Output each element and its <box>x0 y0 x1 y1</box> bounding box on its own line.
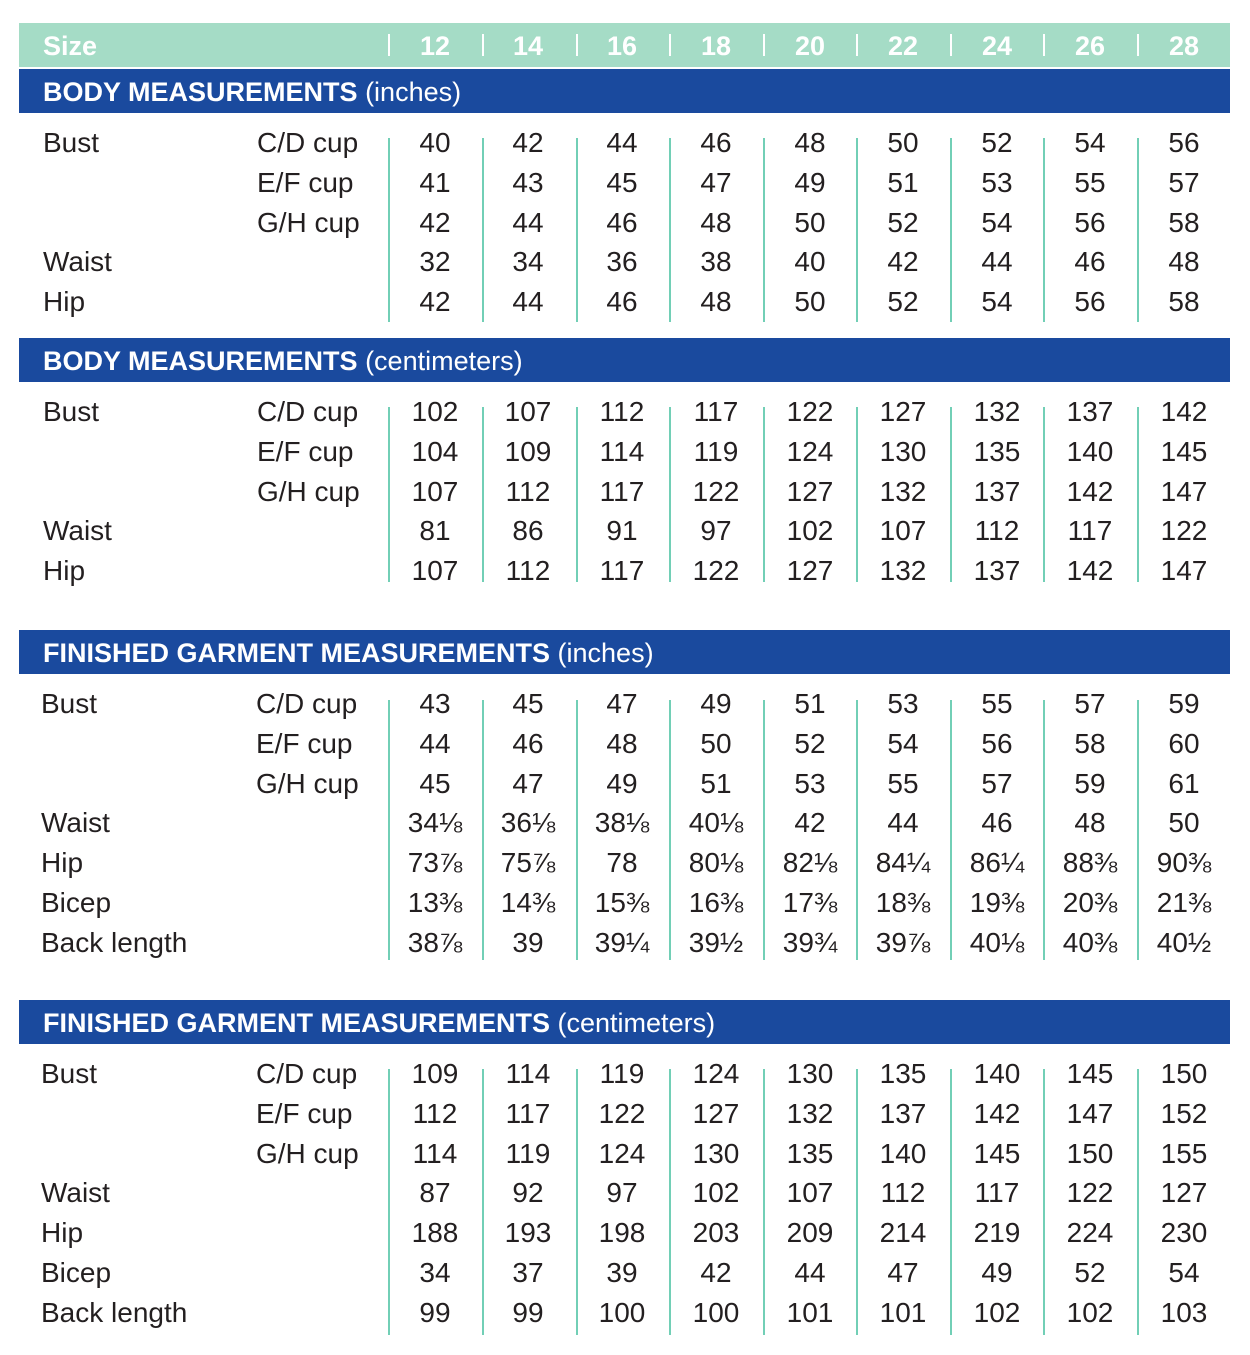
measurement-cell: 45 <box>512 688 544 719</box>
row-label: Bust <box>43 396 100 427</box>
measurement-cell: 132 <box>973 396 1021 427</box>
measurement-cell: 112 <box>505 555 551 586</box>
measurement-cell: 21⅜ <box>1156 887 1212 918</box>
measurement-cell: 100 <box>598 1297 646 1328</box>
measurement-cell: 122 <box>598 1098 646 1129</box>
measurement-cell: 119 <box>505 1138 551 1169</box>
measurement-cell: 46 <box>981 807 1013 838</box>
measurement-cell: 101 <box>879 1297 927 1328</box>
measurement-cell: 13⅜ <box>407 887 463 918</box>
measurement-cell: 147 <box>1066 1098 1114 1129</box>
header-divider <box>669 34 671 56</box>
measurement-cell: 203 <box>692 1217 740 1248</box>
measurement-cell: 58 <box>1074 728 1106 759</box>
measurement-cell: 87 <box>419 1177 451 1208</box>
measurement-cell: 147 <box>1160 476 1208 507</box>
measurement-cell: 42 <box>419 207 451 238</box>
measurement-cell: 82⅛ <box>782 847 838 878</box>
measurement-cell: 124 <box>598 1138 646 1169</box>
measurement-cell: 127 <box>879 396 927 427</box>
measurement-cell: 86¼ <box>969 847 1025 878</box>
measurement-cell: 127 <box>786 555 834 586</box>
row-sublabel: E/F cup <box>257 436 354 467</box>
measurement-cell: 145 <box>1066 1058 1114 1089</box>
row-sublabel: G/H cup <box>256 1138 359 1169</box>
header-divider <box>388 34 390 56</box>
size-column-header: 26 <box>1074 31 1106 61</box>
measurement-cell: 40⅜ <box>1062 927 1118 958</box>
measurement-cell: 150 <box>1066 1138 1114 1169</box>
measurement-cell: 230 <box>1160 1217 1208 1248</box>
measurement-cell: 132 <box>879 476 927 507</box>
measurement-cell: 142 <box>1160 396 1208 427</box>
measurement-cell: 214 <box>879 1217 927 1248</box>
measurement-cell: 117 <box>599 476 645 507</box>
measurement-cell: 46 <box>1074 246 1106 277</box>
measurement-cell: 54 <box>981 286 1013 317</box>
measurement-cell: 124 <box>692 1058 740 1089</box>
measurement-cell: 102 <box>786 515 834 546</box>
measurement-cell: 58 <box>1168 207 1200 238</box>
measurement-cell: 119 <box>599 1058 645 1089</box>
measurement-cell: 117 <box>693 396 739 427</box>
measurement-cell: 122 <box>786 396 834 427</box>
measurement-cell: 107 <box>411 555 459 586</box>
row-label: Back length <box>41 1297 188 1328</box>
row-label: Hip <box>41 1217 84 1248</box>
measurement-cell: 34 <box>419 1257 451 1288</box>
measurement-cell: 39½ <box>688 927 744 958</box>
measurement-cell: 112 <box>505 476 551 507</box>
measurement-cell: 117 <box>505 1098 551 1129</box>
header-divider <box>482 34 484 56</box>
row-label: Bicep <box>41 1257 112 1288</box>
row-label: Hip <box>41 847 84 878</box>
row-sublabel: E/F cup <box>256 1098 353 1129</box>
measurement-cell: 130 <box>879 436 927 467</box>
measurement-cell: 107 <box>879 515 927 546</box>
measurement-cell: 51 <box>700 768 732 799</box>
measurement-cell: 48 <box>700 286 732 317</box>
measurement-cell: 142 <box>1066 476 1114 507</box>
row-sublabel: G/H cup <box>257 476 360 507</box>
section-header-text <box>43 338 523 384</box>
measurement-cell: 54 <box>1074 127 1106 158</box>
measurement-cell: 140 <box>1066 436 1114 467</box>
measurement-cell: 57 <box>981 768 1013 799</box>
measurement-cell: 209 <box>786 1217 834 1248</box>
measurement-cell: 55 <box>1074 167 1106 198</box>
measurement-cell: 51 <box>887 167 919 198</box>
measurement-cell: 224 <box>1066 1217 1114 1248</box>
measurement-cell: 127 <box>786 476 834 507</box>
measurement-cell: 42 <box>887 246 919 277</box>
measurement-cell: 122 <box>1066 1177 1114 1208</box>
measurement-cell: 135 <box>879 1058 927 1089</box>
measurement-cell: 50 <box>700 728 732 759</box>
measurement-cell: 52 <box>1074 1257 1106 1288</box>
measurement-cell: 130 <box>786 1058 834 1089</box>
measurement-cell: 119 <box>693 436 739 467</box>
measurement-cell: 97 <box>700 515 732 546</box>
measurement-cell: 49 <box>794 167 826 198</box>
measurement-cell: 38⅛ <box>594 807 650 838</box>
header-divider <box>576 34 578 56</box>
section-header <box>19 1000 1230 1044</box>
measurement-cell: 104 <box>411 436 459 467</box>
measurement-cell: 53 <box>887 688 919 719</box>
measurement-cell: 122 <box>1160 515 1208 546</box>
measurement-cell: 60 <box>1168 728 1200 759</box>
measurement-cell: 114 <box>412 1138 458 1169</box>
measurement-cell: 150 <box>1160 1058 1208 1089</box>
measurement-cell: 48 <box>794 127 826 158</box>
measurement-cell: 48 <box>700 207 732 238</box>
measurement-cell: 107 <box>786 1177 834 1208</box>
measurement-cell: 46 <box>606 286 638 317</box>
row-label: Waist <box>41 1177 110 1208</box>
measurement-cell: 137 <box>879 1098 927 1129</box>
measurement-cell: 53 <box>794 768 826 799</box>
measurement-cell: 39¾ <box>782 927 838 958</box>
measurement-cell: 52 <box>794 728 826 759</box>
measurement-cell: 57 <box>1074 688 1106 719</box>
measurement-cell: 117 <box>974 1177 1020 1208</box>
measurement-cell: 44 <box>512 286 544 317</box>
measurement-cell: 137 <box>973 476 1021 507</box>
measurement-cell: 44 <box>794 1257 826 1288</box>
measurement-cell: 50 <box>1168 807 1200 838</box>
row-sublabel: C/D cup <box>256 688 358 719</box>
measurement-cell: 48 <box>1074 807 1106 838</box>
measurement-cell: 49 <box>606 768 638 799</box>
measurement-cell: 47 <box>512 768 544 799</box>
header-divider <box>1137 34 1139 56</box>
measurement-cell: 100 <box>692 1297 740 1328</box>
measurement-cell: 18⅜ <box>875 887 931 918</box>
measurement-cell: 56 <box>1168 127 1200 158</box>
row-label: Bicep <box>41 887 112 918</box>
section-unit: (centimeters) <box>365 346 523 376</box>
measurement-cell: 50 <box>794 207 826 238</box>
measurement-cell: 58 <box>1168 286 1200 317</box>
measurement-cell: 88⅜ <box>1062 847 1118 878</box>
size-column-header: 28 <box>1168 31 1200 61</box>
measurement-cell: 140 <box>973 1058 1021 1089</box>
measurement-cell: 102 <box>973 1297 1021 1328</box>
header-divider <box>950 34 952 56</box>
measurement-cell: 36 <box>606 246 638 277</box>
size-column-header: 22 <box>887 31 919 61</box>
header-divider <box>763 34 765 56</box>
measurement-cell: 55 <box>887 768 919 799</box>
measurement-cell: 75⅞ <box>500 847 556 878</box>
measurement-cell: 114 <box>599 436 645 467</box>
measurement-cell: 97 <box>606 1177 638 1208</box>
size-column-header: 16 <box>606 31 638 61</box>
measurement-cell: 43 <box>512 167 544 198</box>
measurement-cell: 57 <box>1168 167 1200 198</box>
measurement-cell: 112 <box>974 515 1020 546</box>
measurement-cell: 122 <box>692 555 740 586</box>
measurement-cell: 81 <box>419 515 451 546</box>
measurement-cell: 59 <box>1074 768 1106 799</box>
section-unit: (inches) <box>557 638 654 668</box>
measurement-cell: 46 <box>700 127 732 158</box>
measurement-cell: 47 <box>606 688 638 719</box>
header-divider <box>856 34 858 56</box>
measurement-cell: 135 <box>786 1138 834 1169</box>
row-label: Waist <box>43 515 112 546</box>
row-label: Waist <box>41 807 110 838</box>
measurement-cell: 78 <box>606 847 638 878</box>
measurement-cell: 49 <box>700 688 732 719</box>
measurement-cell: 102 <box>692 1177 740 1208</box>
size-header <box>19 23 1230 67</box>
row-label: Bust <box>41 1058 98 1089</box>
measurement-cell: 99 <box>419 1297 451 1328</box>
row-sublabel: G/H cup <box>256 768 359 799</box>
measurement-cell: 117 <box>599 555 645 586</box>
measurement-cell: 109 <box>504 436 552 467</box>
size-column-header: 14 <box>512 31 544 61</box>
measurement-cell: 40½ <box>1156 927 1212 958</box>
measurement-cell: 40 <box>794 246 826 277</box>
measurement-cell: 122 <box>692 476 740 507</box>
measurement-cell: 47 <box>887 1257 919 1288</box>
measurement-cell: 102 <box>1066 1297 1114 1328</box>
measurement-cell: 44 <box>981 246 1013 277</box>
measurement-cell: 45 <box>419 768 451 799</box>
measurement-cell: 112 <box>599 396 645 427</box>
measurement-cell: 16⅜ <box>688 887 744 918</box>
measurement-cell: 80⅛ <box>688 847 744 878</box>
measurement-cell: 19⅜ <box>969 887 1025 918</box>
measurement-cell: 92 <box>512 1177 544 1208</box>
measurement-cell: 107 <box>411 476 459 507</box>
row-label: Bust <box>43 127 100 158</box>
measurement-cell: 48 <box>606 728 638 759</box>
section-title: BODY MEASUREMENTS <box>43 77 358 107</box>
measurement-cell: 37 <box>512 1257 544 1288</box>
measurement-cell: 41 <box>419 167 451 198</box>
measurement-cell: 109 <box>411 1058 459 1089</box>
measurement-cell: 45 <box>606 167 638 198</box>
measurement-cell: 44 <box>606 127 638 158</box>
section-header-text <box>43 69 461 115</box>
row-sublabel: G/H cup <box>257 207 360 238</box>
measurement-cell: 112 <box>412 1098 458 1129</box>
measurement-cell: 99 <box>512 1297 544 1328</box>
measurement-cell: 44 <box>887 807 919 838</box>
measurement-cell: 42 <box>794 807 826 838</box>
measurement-cell: 42 <box>512 127 544 158</box>
measurement-cell: 38⅞ <box>407 927 463 958</box>
measurement-cell: 14⅜ <box>500 887 556 918</box>
row-sublabel: E/F cup <box>257 167 354 198</box>
measurement-cell: 132 <box>879 555 927 586</box>
measurement-cell: 44 <box>512 207 544 238</box>
measurement-cell: 86 <box>512 515 544 546</box>
measurement-cell: 107 <box>504 396 552 427</box>
measurement-cell: 219 <box>973 1217 1021 1248</box>
header-divider <box>1043 34 1045 56</box>
section-title: FINISHED GARMENT MEASUREMENTS <box>43 1008 551 1038</box>
measurement-cell: 52 <box>981 127 1013 158</box>
measurement-cell: 135 <box>973 436 1021 467</box>
measurement-cell: 17⅜ <box>782 887 838 918</box>
measurement-cell: 127 <box>692 1098 740 1129</box>
measurement-cell: 140 <box>879 1138 927 1169</box>
measurement-cell: 50 <box>794 286 826 317</box>
size-column-header: 20 <box>794 31 826 61</box>
measurement-cell: 53 <box>981 167 1013 198</box>
measurement-cell: 56 <box>981 728 1013 759</box>
measurement-cell: 198 <box>598 1217 646 1248</box>
measurement-cell: 101 <box>786 1297 834 1328</box>
measurement-cell: 39 <box>606 1257 638 1288</box>
measurement-cell: 49 <box>981 1257 1013 1288</box>
measurement-cell: 137 <box>1066 396 1114 427</box>
measurement-cell: 147 <box>1160 555 1208 586</box>
measurement-cell: 155 <box>1160 1138 1208 1169</box>
row-label: Bust <box>41 688 98 719</box>
size-column-header: 12 <box>419 31 451 61</box>
measurement-cell: 102 <box>411 396 459 427</box>
row-sublabel: C/D cup <box>257 396 359 427</box>
measurement-cell: 61 <box>1168 768 1200 799</box>
measurement-cell: 46 <box>512 728 544 759</box>
row-label: Back length <box>41 927 188 958</box>
measurement-cell: 145 <box>973 1138 1021 1169</box>
measurement-cell: 54 <box>887 728 919 759</box>
row-label: Waist <box>43 246 112 277</box>
measurement-cell: 130 <box>692 1138 740 1169</box>
measurement-cell: 145 <box>1160 436 1208 467</box>
measurement-cell: 52 <box>887 286 919 317</box>
measurement-cell: 42 <box>700 1257 732 1288</box>
size-column-header: 18 <box>700 31 732 61</box>
measurement-cell: 52 <box>887 207 919 238</box>
measurement-cell: 39 <box>512 927 544 958</box>
measurement-cell: 137 <box>973 555 1021 586</box>
section-unit: (centimeters) <box>557 1008 716 1038</box>
measurement-cell: 44 <box>419 728 451 759</box>
size-column-header: 24 <box>981 31 1013 61</box>
measurement-cell: 90⅜ <box>1156 847 1212 878</box>
measurement-cell: 193 <box>504 1217 552 1248</box>
measurement-cell: 56 <box>1074 286 1106 317</box>
row-label: Hip <box>43 555 86 586</box>
measurement-cell: 50 <box>887 127 919 158</box>
measurement-cell: 132 <box>786 1098 834 1129</box>
measurement-cell: 84¼ <box>875 847 931 878</box>
measurement-cell: 91 <box>606 515 638 546</box>
measurement-cell: 34⅛ <box>407 807 463 838</box>
measurement-cell: 46 <box>606 207 638 238</box>
section-unit: (inches) <box>365 77 462 107</box>
measurement-cell: 152 <box>1160 1098 1208 1129</box>
measurement-cell: 117 <box>1067 515 1113 546</box>
measurement-cell: 15⅜ <box>594 887 650 918</box>
section-header <box>19 338 1230 382</box>
row-sublabel: C/D cup <box>257 127 359 158</box>
section-header-text <box>43 630 654 676</box>
measurement-cell: 43 <box>419 688 451 719</box>
section-title: FINISHED GARMENT MEASUREMENTS <box>43 638 551 668</box>
size-label: Size <box>43 31 98 61</box>
measurement-cell: 103 <box>1160 1297 1208 1328</box>
measurement-cell: 39⅞ <box>875 927 931 958</box>
measurement-cell: 20⅜ <box>1062 887 1118 918</box>
row-sublabel: C/D cup <box>256 1058 358 1089</box>
measurement-cell: 40⅛ <box>969 927 1025 958</box>
measurement-cell: 32 <box>419 246 451 277</box>
section-title: BODY MEASUREMENTS <box>43 346 358 376</box>
measurement-cell: 40⅛ <box>688 807 744 838</box>
section-header <box>19 630 1230 674</box>
measurement-cell: 124 <box>786 436 834 467</box>
measurement-cell: 114 <box>505 1058 551 1089</box>
row-sublabel: E/F cup <box>256 728 353 759</box>
measurement-cell: 51 <box>794 688 826 719</box>
measurement-cell: 56 <box>1074 207 1106 238</box>
measurement-cell: 54 <box>1168 1257 1200 1288</box>
measurement-cell: 112 <box>880 1177 926 1208</box>
measurement-cell: 34 <box>512 246 544 277</box>
measurement-cell: 188 <box>411 1217 459 1248</box>
measurement-cell: 55 <box>981 688 1013 719</box>
measurement-cell: 40 <box>419 127 451 158</box>
measurement-cell: 59 <box>1168 688 1200 719</box>
measurement-cell: 39¼ <box>594 927 650 958</box>
measurement-cell: 47 <box>700 167 732 198</box>
measurement-cell: 54 <box>981 207 1013 238</box>
measurement-cell: 42 <box>419 286 451 317</box>
measurement-cell: 38 <box>700 246 732 277</box>
measurement-cell: 142 <box>973 1098 1021 1129</box>
measurement-cell: 36⅛ <box>500 807 556 838</box>
section-header <box>19 69 1230 113</box>
section-header-text <box>43 1000 715 1046</box>
measurement-cell: 127 <box>1160 1177 1208 1208</box>
measurement-cell: 142 <box>1066 555 1114 586</box>
row-label: Hip <box>43 286 86 317</box>
measurement-cell: 48 <box>1168 246 1200 277</box>
measurement-cell: 73⅞ <box>407 847 463 878</box>
